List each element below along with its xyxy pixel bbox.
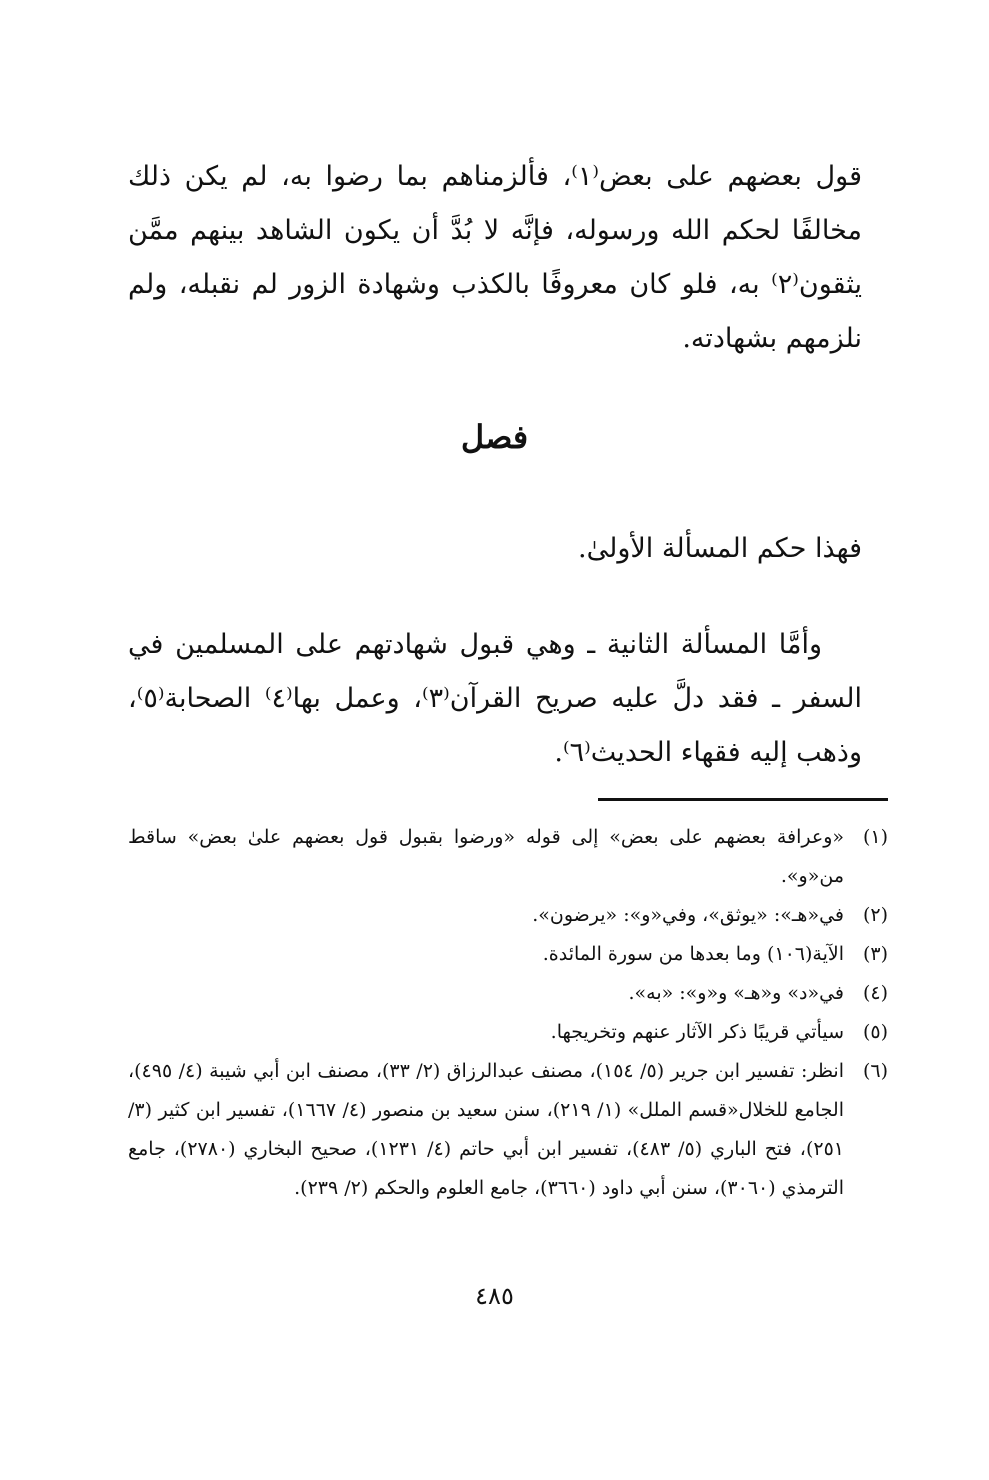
body-paragraph-2: فهذا حكم المسألة الأولىٰ.	[578, 533, 862, 564]
body-paragraph-1	[128, 150, 862, 366]
footnote-text: الآية(١٠٦) وما بعدها من سورة المائدة.	[542, 943, 844, 965]
footnote-text: انظر: تفسير ابن جرير (٥/ ١٥٤)، مصنف عبدالرزاق (٢/ ٣٣)، مصنف ابن أبي شيبة (٤/ ٤٩٥)، الجامع للخلال«قسم الملل» (١/ ٢١٩)، سنن سعيد بن منصور (٤/ ١٦٦٧)، تفسير ابن كثير (٣/ ٢٥١)، فتح الباري (٥/ ٤٨٣)، تفسير ابن أبي حاتم (٤/ ١٢٣١)، صحيح البخاري (٢٧٨٠)، جامع الترمذي (٣٠٦٠)، سنن أبي داود (٣٦٦٠)، جامع العلوم والحكم (٢/ ٢٣٩).	[128, 1060, 844, 1199]
footnote-number: (٤)	[862, 982, 888, 1004]
footnote-text: في«هـ»: «يوثق»، وفي«و»: «يرضون».	[532, 904, 844, 926]
footnote-item	[128, 1052, 888, 1208]
page-number: ٤٨٥	[475, 1282, 514, 1310]
footnote-number: (٢)	[862, 904, 888, 926]
footnote-text: في«د» و«هـ» و«و»: «به».	[628, 982, 844, 1004]
paragraph-text: قول بعضهم على بعض⁽١⁾، فألزمناهم بما رضوا به، لم يكن ذلك مخالفًا لحكم الله ورسوله، فإنَّه لا بُدَّ أن يكون الشاهد بينهم ممَّن يثقون⁽٢⁾ به، فلو كان معروفًا بالكذب وشهادة الزور لم نقبله، ولم نلزمهم بشهادته.	[128, 161, 863, 354]
footnote-item	[128, 818, 888, 896]
footnote-text: سيأتي قريبًا ذكر الآثار عنهم وتخريجها.	[550, 1021, 844, 1043]
footnote-item	[128, 935, 888, 974]
footnote-number: (١)	[862, 826, 888, 848]
footnote-number: (٣)	[862, 943, 888, 965]
footnote-item	[128, 896, 888, 935]
footnote-number: (٦)	[862, 1060, 888, 1082]
footnote-text: «وعرافة بعضهم على بعض» إلى قوله «ورضوا بقبول قول بعضهم علىٰ بعض» ساقط من«و».	[128, 826, 844, 887]
footnote-item	[128, 974, 888, 1013]
section-heading: فصل	[460, 418, 529, 456]
footnote-number: (٥)	[862, 1021, 888, 1043]
footnote-divider	[598, 798, 888, 801]
footnotes-section	[128, 818, 888, 1208]
footnote-item	[128, 1013, 888, 1052]
body-paragraph-3: وأمَّا المسألة الثانية ـ وهي قبول شهادتهم على المسلمين في السفر ـ فقد دلَّ عليه صريح القرآن⁽٣⁾، وعمل بها⁽٤⁾ الصحابة⁽٥⁾، وذهب إليه فقهاء الحديث⁽٦⁾.	[128, 629, 862, 768]
